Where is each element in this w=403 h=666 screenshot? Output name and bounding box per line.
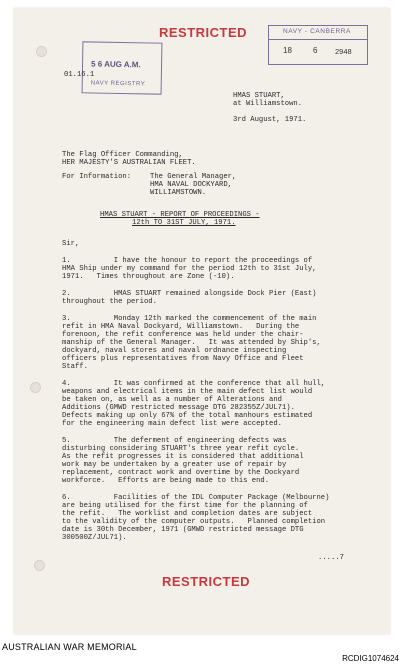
paragraph-1-line-3: 1971. Times throughout are Zone (-10). xyxy=(62,273,235,281)
subject-line-1: HMAS STUART - REPORT OF PROCEEDINGS - xyxy=(100,211,260,219)
paragraph-3-line-2: refit in HMA Naval Dockyard, Williamstown. During the xyxy=(62,323,300,331)
paragraph-5-line-3: As the refit progresses it is considered that additional xyxy=(62,453,304,461)
salutation: Sir, xyxy=(62,240,80,248)
paragraph-6-line-3: the refit. The worklist and completion dates are subject xyxy=(62,510,313,518)
paragraph-3-line-7: Staff. xyxy=(62,363,88,371)
paragraph-4-line-5: Defects making up only 67% of the total manhours estimated xyxy=(62,412,313,420)
paragraph-5-line-5: replacement, contract work and overtime by the Dockyard xyxy=(62,469,300,477)
letter-date: 3rd August, 1971. xyxy=(233,116,307,124)
subject-line-2: 12th TO 31ST JULY, 1971. xyxy=(132,219,236,227)
registry-stamp-label: NAVY REGISTRY xyxy=(90,80,146,88)
continuation-marker: .....7 xyxy=(318,554,344,562)
paragraph-6-line-5: date is 30th December, 1971 (GMWD restricted message DTG xyxy=(62,526,304,534)
paragraph-5-line-4: work may be undertaken by a greater use of repair by xyxy=(62,461,287,469)
archive-credit: AUSTRALIAN WAR MEMORIAL xyxy=(2,642,137,652)
sender-ship: HMAS STUART, xyxy=(233,92,285,100)
paragraph-2-line-1: 2. HMAS STUART remained alongside Dock Pier (East) xyxy=(62,290,317,298)
paragraph-3-line-5: dockyard, naval stores and naval ordnance inspecting xyxy=(62,347,287,355)
for-information-label: For Information: xyxy=(62,173,132,181)
paragraph-3-line-3: forenoon, the refit conference was held under the chair- xyxy=(62,331,304,339)
restricted-stamp-bottom: RESTRICTED xyxy=(162,574,251,589)
paragraph-4-line-1: 4. It was confirmed at the conference that all hull, xyxy=(62,380,326,388)
paragraph-4-line-2: weapons and electrical items in the main defect list would xyxy=(62,388,313,396)
stamp-divider xyxy=(269,39,367,40)
for-information-line-1: The General Manager, xyxy=(150,173,237,181)
archive-reference: RCDIG1074624 xyxy=(342,654,399,663)
paragraph-3-line-1: 3. Monday 12th marked the commencement of the main xyxy=(62,315,317,323)
restricted-stamp-top: RESTRICTED xyxy=(159,25,248,40)
punch-hole-top xyxy=(36,46,47,57)
paragraph-6-line-6: 300500Z/JUL71). xyxy=(62,534,127,542)
navy-canberra-title: NAVY - CANBERRA xyxy=(283,28,351,35)
paragraph-5-line-2: disturbing considering STUART's three year refit cycle. xyxy=(62,445,300,453)
for-information-line-2: HMA NAVAL DOCKYARD, xyxy=(150,181,232,189)
addressee-line-2: HER MAJESTY'S AUSTRALIAN FLEET. xyxy=(62,159,196,167)
paragraph-3-line-6: officers plus representatives from Navy Office and Fleet xyxy=(62,355,304,363)
paragraph-1-line-1: 1. I have the honour to report the proceedings of xyxy=(62,257,313,265)
paragraph-1-line-2: HMA Ship under my command for the period 12th to 31st July, xyxy=(62,265,317,273)
paragraph-6-line-2: are being utilised for the first time for the planning of xyxy=(62,502,308,510)
navy-canberra-ref: 2948 xyxy=(335,47,352,56)
registry-stamp xyxy=(82,41,163,94)
paragraph-3-line-4: manship of the General Manager. It was attended by Ship's, xyxy=(62,339,321,347)
addressee-line-1: The Flag Officer Commanding, xyxy=(62,151,183,159)
paragraph-4-line-6: for the engineering main defect list were accepted. xyxy=(62,420,282,428)
punch-hole-bottom xyxy=(34,560,45,571)
sender-location: at Williamstown. xyxy=(233,100,303,108)
paragraph-6-line-1: 6. Facilities of the IDL Computer Package (Melbourne) xyxy=(62,494,330,502)
paragraph-2-line-2: throughout the period. xyxy=(62,298,157,306)
punch-hole-middle xyxy=(30,382,41,393)
navy-canberra-day: 18 xyxy=(283,46,292,55)
registry-stamp-date: 5 6 AUG A.M. xyxy=(90,59,141,70)
paragraph-5-line-1: 5. The deferment of engineering defects was xyxy=(62,437,287,445)
navy-canberra-month: 6 xyxy=(313,46,318,55)
paragraph-5-line-6: workforce. Efforts are being made to this end. xyxy=(62,477,270,485)
for-information-line-3: WILLIAMSTOWN. xyxy=(150,189,207,197)
file-reference: 01.16.1 xyxy=(64,71,95,79)
paragraph-4-line-4: Additions (GMWD restricted message DTG 282355Z/JUL71). xyxy=(62,404,295,412)
paragraph-6-line-4: to the validity of the computer outputs. Planned completion xyxy=(62,518,326,526)
navy-canberra-stamp xyxy=(268,25,368,65)
paragraph-4-line-3: be taken on, as well as a number of Alterations and xyxy=(62,396,282,404)
